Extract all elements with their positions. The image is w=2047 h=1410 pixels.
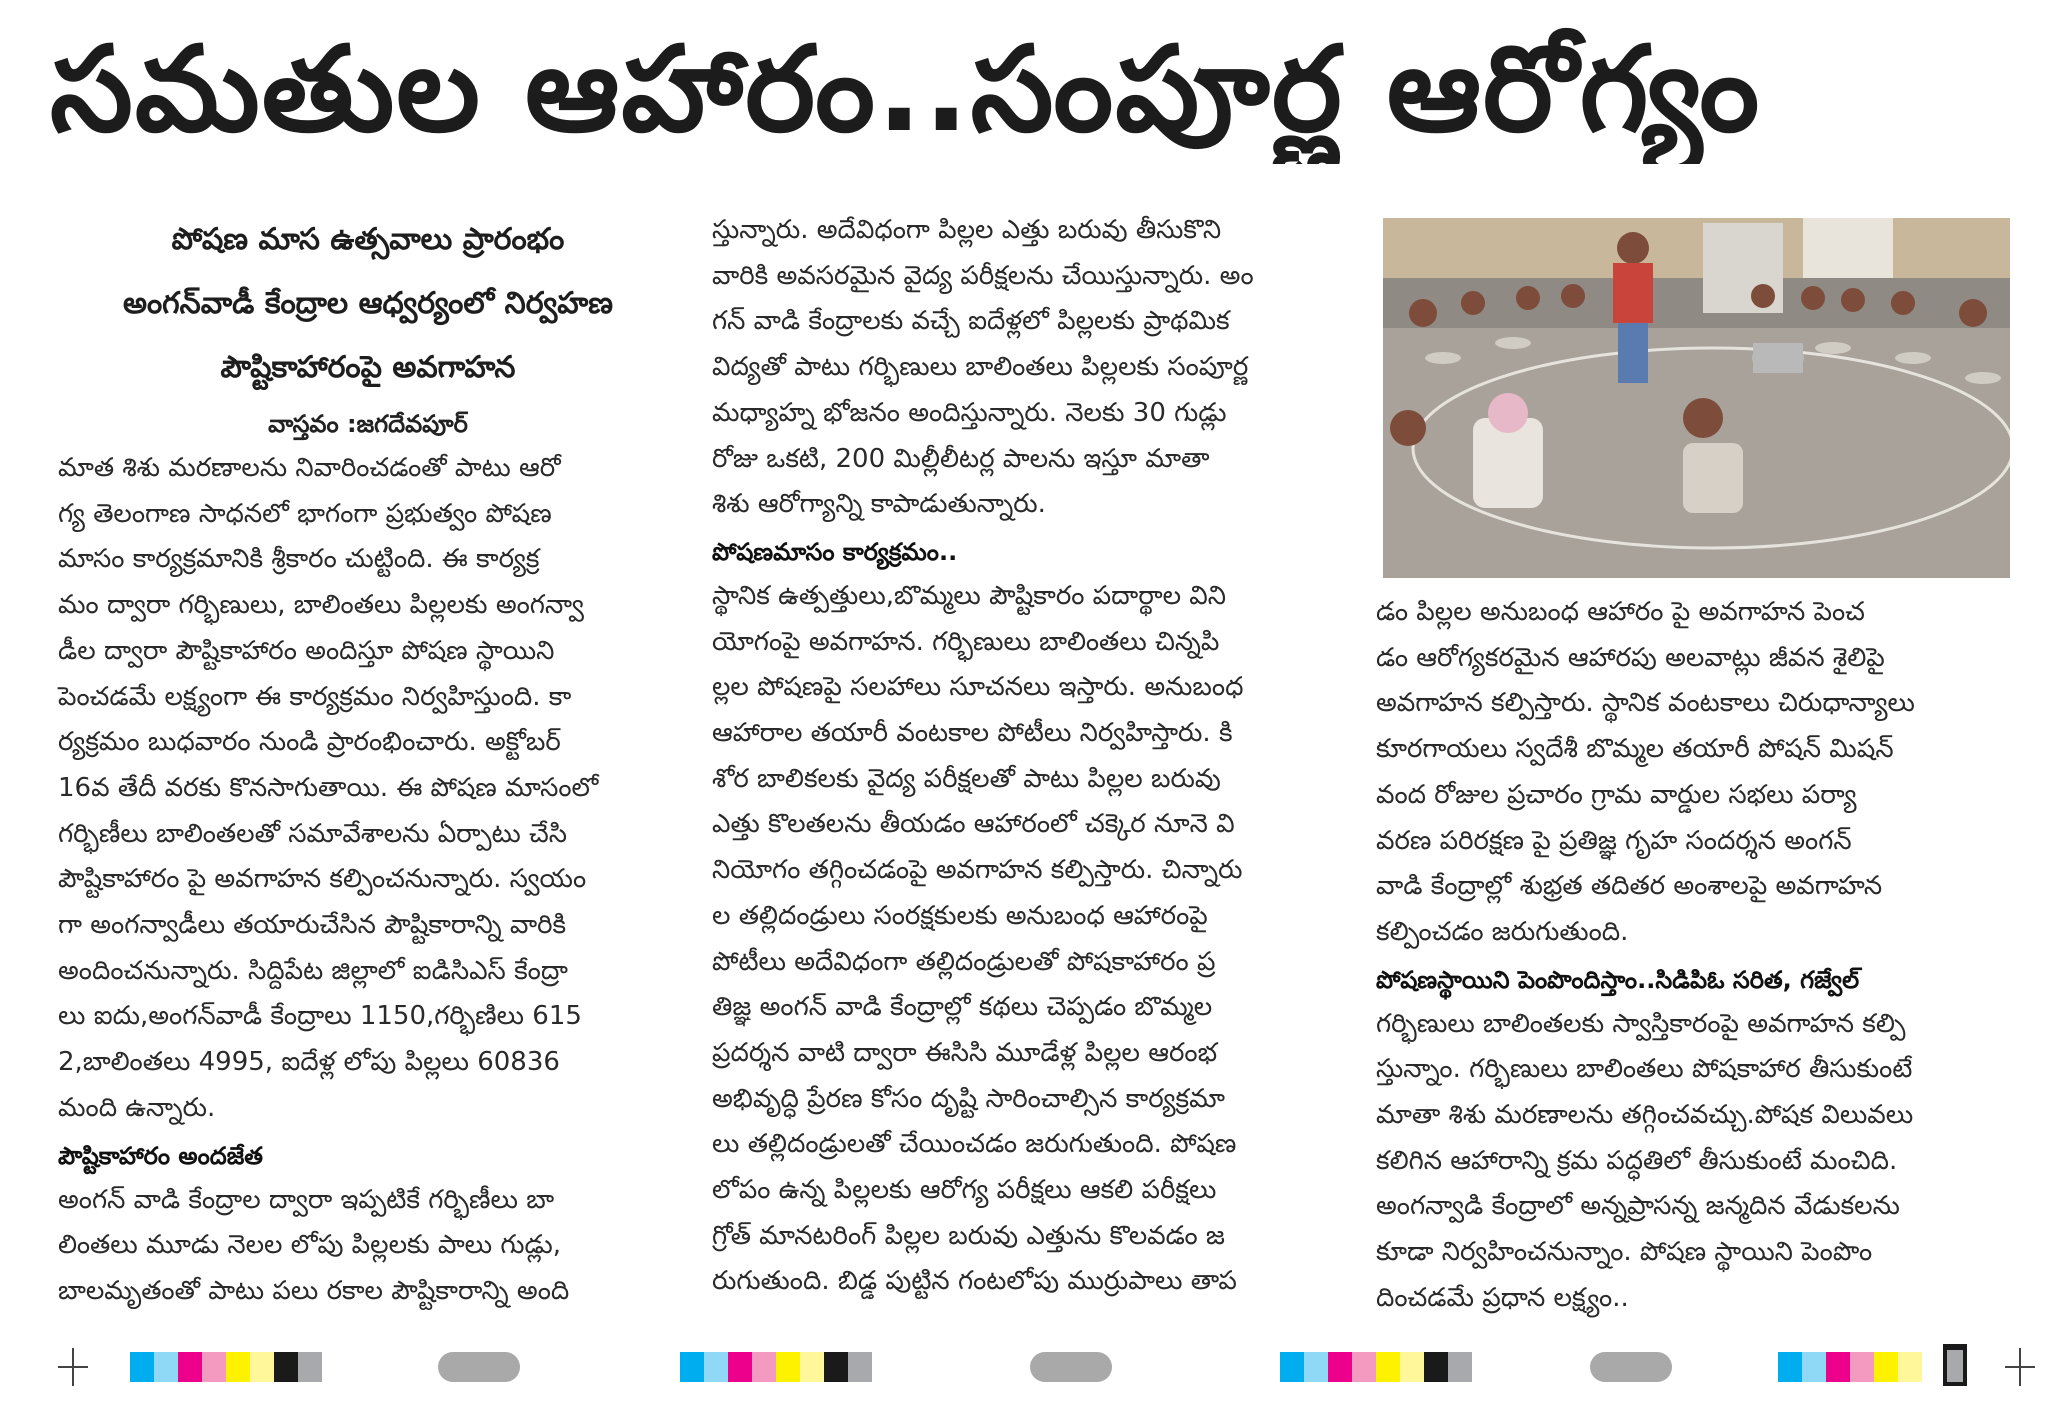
registration-cross-icon: [58, 1348, 88, 1386]
body-paragraph: గర్భిణులు బాలింతలకు స్వాస్తికారంపై అవగాహన కల్పి స్తున్నాం. గర్భిణులు బాలింతలు పోషకాహార తీసుకుంటే మాతా శిశు మరణాలను తగ్గించవచ్చు.పోషక విలువలు కలిగిన ఆహారాన్ని క్రమ పద్ధతిలో తీసుకుంటే మంచిది. అంగన్వాడి కేంద్రాలో అన్నప్రాసన్న జన్మదిన వేడుకలను కూడా నిర్వహించనున్నాం. పోషణ స్థాయిని పెంపొం దించడమే ప్రధాన లక్ష్యం..: [1376, 1008, 1914, 1313]
body-paragraph: స్థానిక ఉత్పత్తులు,బొమ్మలు పౌష్టికారం పదార్థాల విని యోగంపై అవగాహన. గర్భిణులు బాలింతలు చిన్నపి ల్లల పోషణపై సలహాలు సూచనలు ఇస్తారు. అనుబంధ ఆహారాల తయారీ వంటకాల పోటీలు నిర్వహిస్తారు. కి శోర బాలికలకు వైద్య పరీక్షలతో పాటు పిల్లల బరువు ఎత్తు కొలతలను తీయడం ఆహారంలో చక్కెర నూనె వి నియోగం తగ్గించడంపై అవగాహన కల్పిస్తారు. చిన్నారు ల తల్లిదండ్రులు సంరక్షకులకు అనుబంధ ఆహారంపై పోటీలు అదేవిధంగా తల్లిదండ్రులతో పోషకాహారం ప్ర తిజ్ఞ అంగన్ వాడి కేంద్రాల్లో కథలు చెప్పడం బొమ్మల ప్రదర్శన వాటి ద్వారా ఈసిసి మూడేళ్ల పిల్లల ఆరంభ అభివృద్ధి ప్రేరణ కోసం దృష్టి సారించాల్సిన కార్యక్రమా లు తల్లిదండ్రులతో చేయించడం జరుగుతుంది. పోషణ లోపం ఉన్న పిల్లలకు ఆరోగ్య పరీక్షలు ఆకలి పరీక్షలు గ్రోత్ మానటరింగ్ పిల్లల బరువు ఎత్తును కొలవడం జ రుగుతుంది. బిడ్డ పుట్టిన గంటలోపు ముర్రుపాలు తాప: [712, 580, 1244, 1297]
black-mark: [1943, 1344, 1967, 1386]
column-2: [712, 208, 1352, 1305]
section-heading: పోషణస్థాయిని పెంపొందిస్తాం..సిడిపిఓ సరిత, గజ్వేల్: [1376, 965, 1860, 994]
column-1: [58, 208, 678, 1315]
column-3: [1376, 590, 2016, 1322]
gray-pill-mark: [1030, 1352, 1112, 1382]
subheading-2: అంగన్‌వాడీ కేంద్రాల ఆధ్వర్యంలో నిర్వహణ: [122, 286, 614, 321]
registration-cross-icon: [2005, 1348, 2035, 1386]
body-paragraph: మాత శిశు మరణాలను నివారించడంతో పాటు ఆరో గ్య తెలంగాణ సాధనలో భాగంగా ప్రభుత్వం పోషణ మాసం కార్యక్రమానికి శ్రీకారం చుట్టింది. ఈ కార్యక్ర మం ద్వారా గర్భిణులు, బాలింతలు పిల్లలకు అంగన్వా డీల ద్వారా పౌష్టికాహారం అందిస్తూ పోషణ స్థాయిని పెంచడమే లక్ష్యంగా ఈ కార్యక్రమం నిర్వహిస్తుంది. కా ర్యక్రమం బుధవారం నుండి ప్రారంభించారు. అక్టోబర్ 16వ తేదీ వరకు కొనసాగుతాయి. ఈ పోషణ మాసంలో గర్భిణీలు బాలింతలతో సమావేశాలను ఏర్పాటు చేసి పౌష్టికాహారం పై అవగాహన కల్పించనున్నారు. స్వయం గా అంగన్వాడీలు తయారుచేసిన పౌష్టికారాన్ని వారికి అందించనున్నారు. సిద్దిపేట జిల్లాలో ఐడిసిఎస్ కేంద్రా లు ఐదు,అంగన్‌వాడీ కేంద్రాలు 1150,గర్భిణిలు 615 2,బాలింతలు 4995, ఐదేళ్ల లోపు పిల్లలు 60836 మంది ఉన్నారు.: [58, 453, 599, 1123]
subheading-1: పోషణ మాస ఉత్సవాలు ప్రారంభం: [171, 222, 565, 257]
byline: వాస్తవం :జగదేవపూర్: [268, 410, 468, 438]
body-paragraph: స్తున్నారు. అదేవిధంగా పిల్లల ఎత్తు బరువు తీసుకొని వారికి అవసరమైన వైద్య పరీక్షలను చేయిస్తున్నారు. అం గన్ వాడి కేంద్రాలకు వచ్చే ఐదేళ్లలో పిల్లలకు ప్రాథమిక విద్యతో పాటు గర్భిణులు బాలింతలు పిల్లలకు సంపూర్ణ మధ్యాహ్న భోజనం అందిస్తున్నారు. నెలకు 30 గుడ్లు రోజు ఒకటి, 200 మిల్లీలీటర్ల పాలను ఇస్తూ మాతా శిశు ఆరోగ్యాన్ని కాపాడుతున్నారు.: [712, 215, 1254, 520]
headline: సమతుల ఆహారం..సంపూర్ణ ఆరోగ్యం: [50, 20, 1762, 158]
gray-pill-mark: [438, 1352, 520, 1382]
gray-pill-mark: [1590, 1352, 1672, 1382]
section-heading: పోషణమాసం కార్యక్రమం..: [712, 537, 958, 566]
section-heading: పౌష్టికాహారం అందజేత: [58, 1141, 263, 1170]
subheading-3: పౌష్టికాహారంపై అవగాహన: [220, 350, 516, 385]
photo-children-eating-meal: [1383, 218, 2010, 578]
body-paragraph: అంగన్ వాడి కేంద్రాల ద్వారా ఇప్పటికే గర్భిణీలు బా లింతలు మూడు నెలల లోపు పిల్లలకు పాలు గుడ్లు, బాలమృతంతో పాటు పలు రకాల పౌష్టికారాన్ని అంది: [58, 1184, 570, 1306]
print-registration-marks: [0, 1340, 2047, 1400]
body-paragraph: డం పిల్లల అనుబంధ ఆహారం పై అవగాహన పెంచ డం ఆరోగ్యకరమైన ఆహారపు అలవాట్లు జీవన శైలిపై అవగాహన కల్పిస్తారు. స్థానిక వంటకాలు చిరుధాన్యాలు కూరగాయలు స్వదేశీ బొమ్మల తయారీ పోషన్ మిషన్ వంద రోజుల ప్రచారం గ్రామ వార్డుల సభలు పర్యా వరణ పరిరక్షణ పై ప్రతిజ్ఞ గృహ సందర్శన అంగన్ వాడి కేంద్రాల్లో శుభ్రత తదితర అంశాలపై అవగాహన కల్పించడం జరుగుతుంది.: [1376, 597, 1915, 947]
news-photo: [1383, 218, 2010, 578]
